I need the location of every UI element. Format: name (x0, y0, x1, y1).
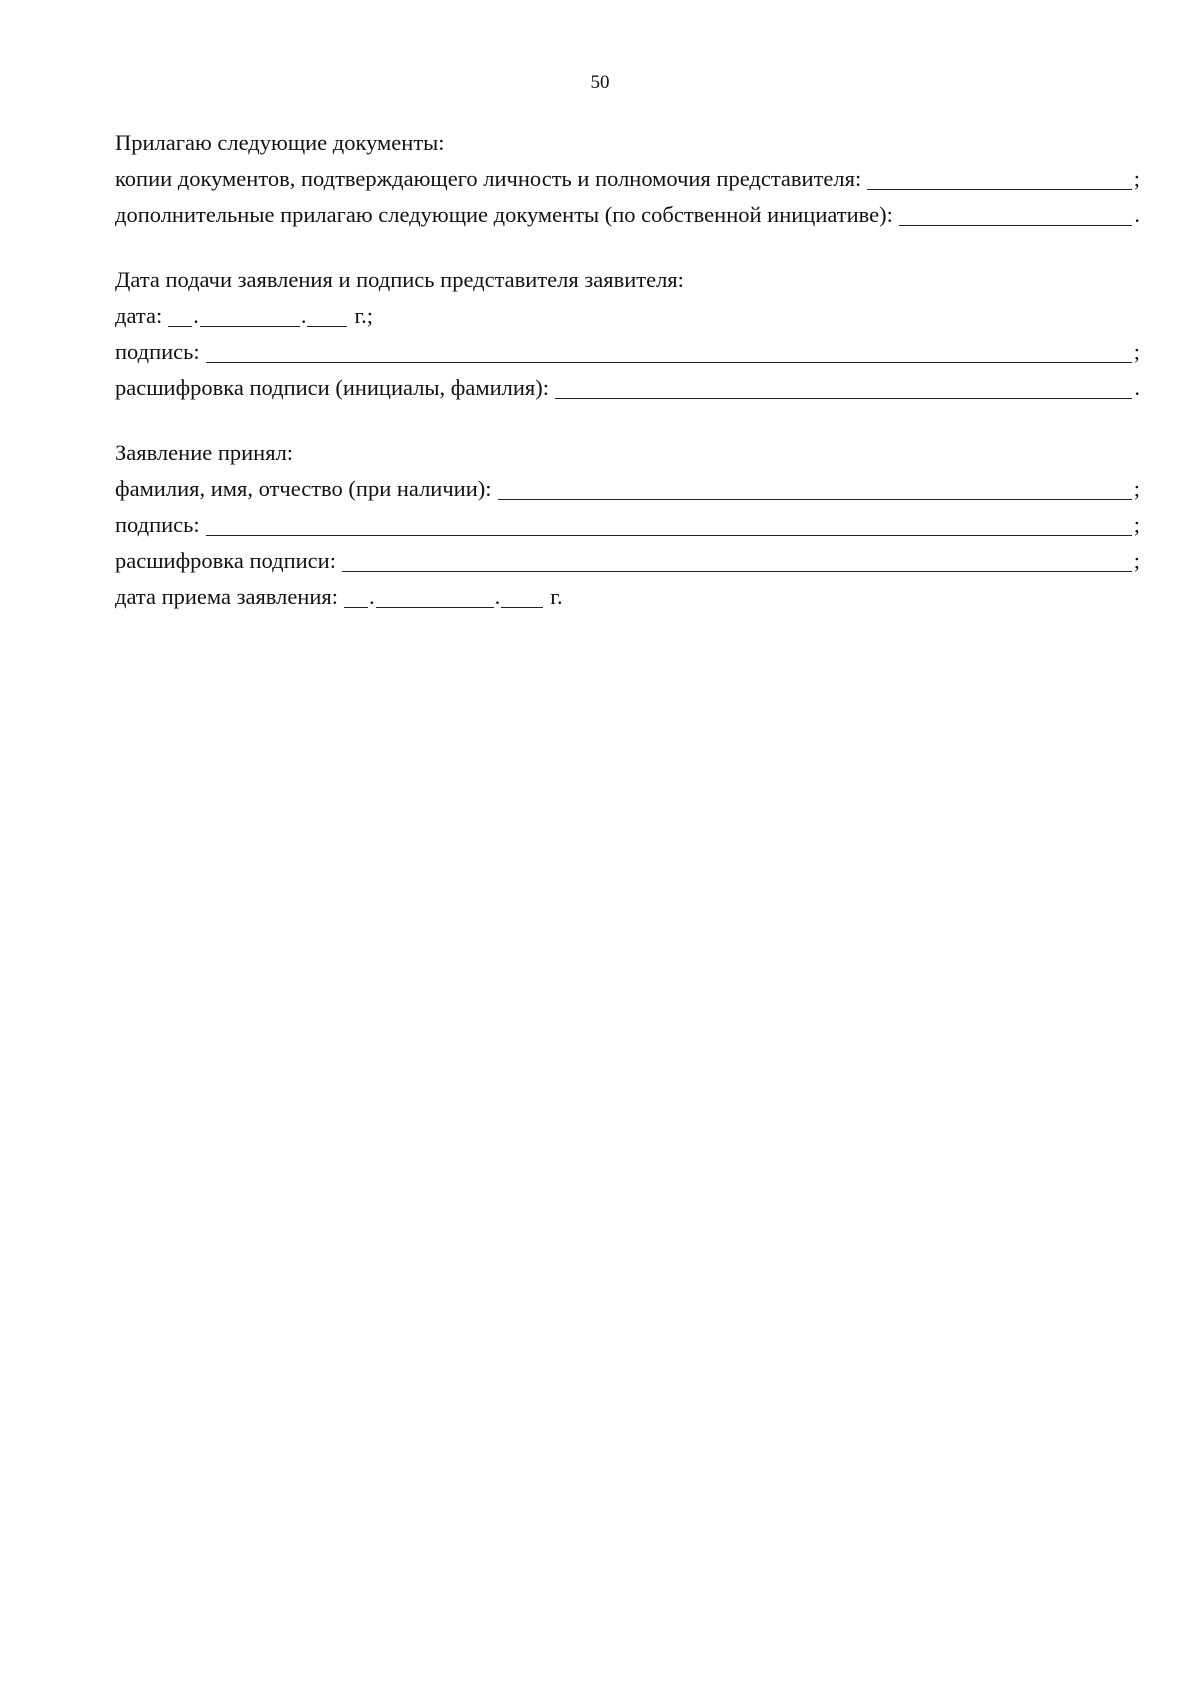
applicant-signature-end: ; (1133, 339, 1140, 364)
submission-date-field (168, 298, 373, 334)
additional-field[interactable] (899, 203, 1133, 226)
acceptor-signature-end: ; (1133, 512, 1140, 537)
acceptance-section (115, 435, 1140, 615)
submission-date-line (115, 298, 1140, 334)
date-separator: . (369, 584, 375, 609)
submission-month-field[interactable] (200, 304, 300, 327)
applicant-signature-line (115, 334, 1140, 370)
attachments-heading-line (115, 125, 1140, 161)
copies-field[interactable] (867, 167, 1132, 190)
acceptance-year-field[interactable] (501, 585, 543, 608)
acceptance-heading-line (115, 435, 1140, 471)
date-separator: . (494, 584, 501, 609)
acceptor-fio-label: фамилия, имя, отчество (при наличии): (115, 476, 492, 501)
additional-end: . (1134, 202, 1140, 227)
submission-day-field[interactable] (168, 304, 192, 327)
acceptor-fio-field[interactable] (498, 477, 1132, 500)
acceptor-signature-field[interactable] (206, 513, 1132, 536)
acceptance-date-line (115, 579, 1140, 615)
attachments-section (115, 125, 1140, 233)
acceptance-date-label: дата приема заявления: (115, 584, 339, 609)
acceptor-fio-line (115, 471, 1140, 507)
acceptor-signature-label: подпись: (115, 512, 200, 537)
form-content (115, 125, 1140, 644)
acceptor-fio-end: ; (1133, 476, 1140, 501)
copies-end: ; (1133, 166, 1140, 191)
submission-year-field[interactable] (307, 304, 347, 327)
additional-label: дополнительные прилагаю следующие документы (по собственной инициативе): (115, 202, 893, 227)
acceptor-decoding-field[interactable] (342, 549, 1132, 572)
applicant-decoding-label: расшифровка подписи (инициалы, фамилия): (115, 375, 550, 400)
acceptance-date-field (344, 579, 563, 615)
acceptor-decoding-line (115, 543, 1140, 579)
additional-line (115, 197, 1140, 233)
applicant-signature-label: подпись: (115, 339, 200, 364)
applicant-heading-line (115, 262, 1140, 298)
copies-line (115, 161, 1140, 197)
acceptor-decoding-label: расшифровка подписи: (115, 548, 336, 573)
acceptance-heading: Заявление принял: (115, 440, 294, 465)
submission-date-label: дата: (115, 303, 163, 328)
acceptor-decoding-end: ; (1133, 548, 1140, 573)
applicant-decoding-line (115, 370, 1140, 406)
acceptance-day-field[interactable] (344, 585, 368, 608)
date-separator: . (300, 303, 307, 328)
submission-date-suffix: г.; (354, 303, 374, 328)
applicant-heading: Дата подачи заявления и подпись представителя заявителя: (115, 267, 684, 292)
acceptance-month-field[interactable] (376, 585, 494, 608)
acceptance-date-suffix: г. (550, 584, 563, 609)
date-separator: . (193, 303, 199, 328)
attachments-heading: Прилагаю следующие документы: (115, 130, 445, 155)
acceptor-signature-line (115, 507, 1140, 543)
applicant-signature-section (115, 262, 1140, 406)
page-number: 50 (590, 72, 610, 93)
copies-label: копии документов, подтверждающего личность и полномочия представителя: (115, 166, 862, 191)
applicant-decoding-field[interactable] (555, 376, 1132, 399)
applicant-decoding-end: . (1134, 375, 1140, 400)
applicant-signature-field[interactable] (206, 340, 1132, 363)
